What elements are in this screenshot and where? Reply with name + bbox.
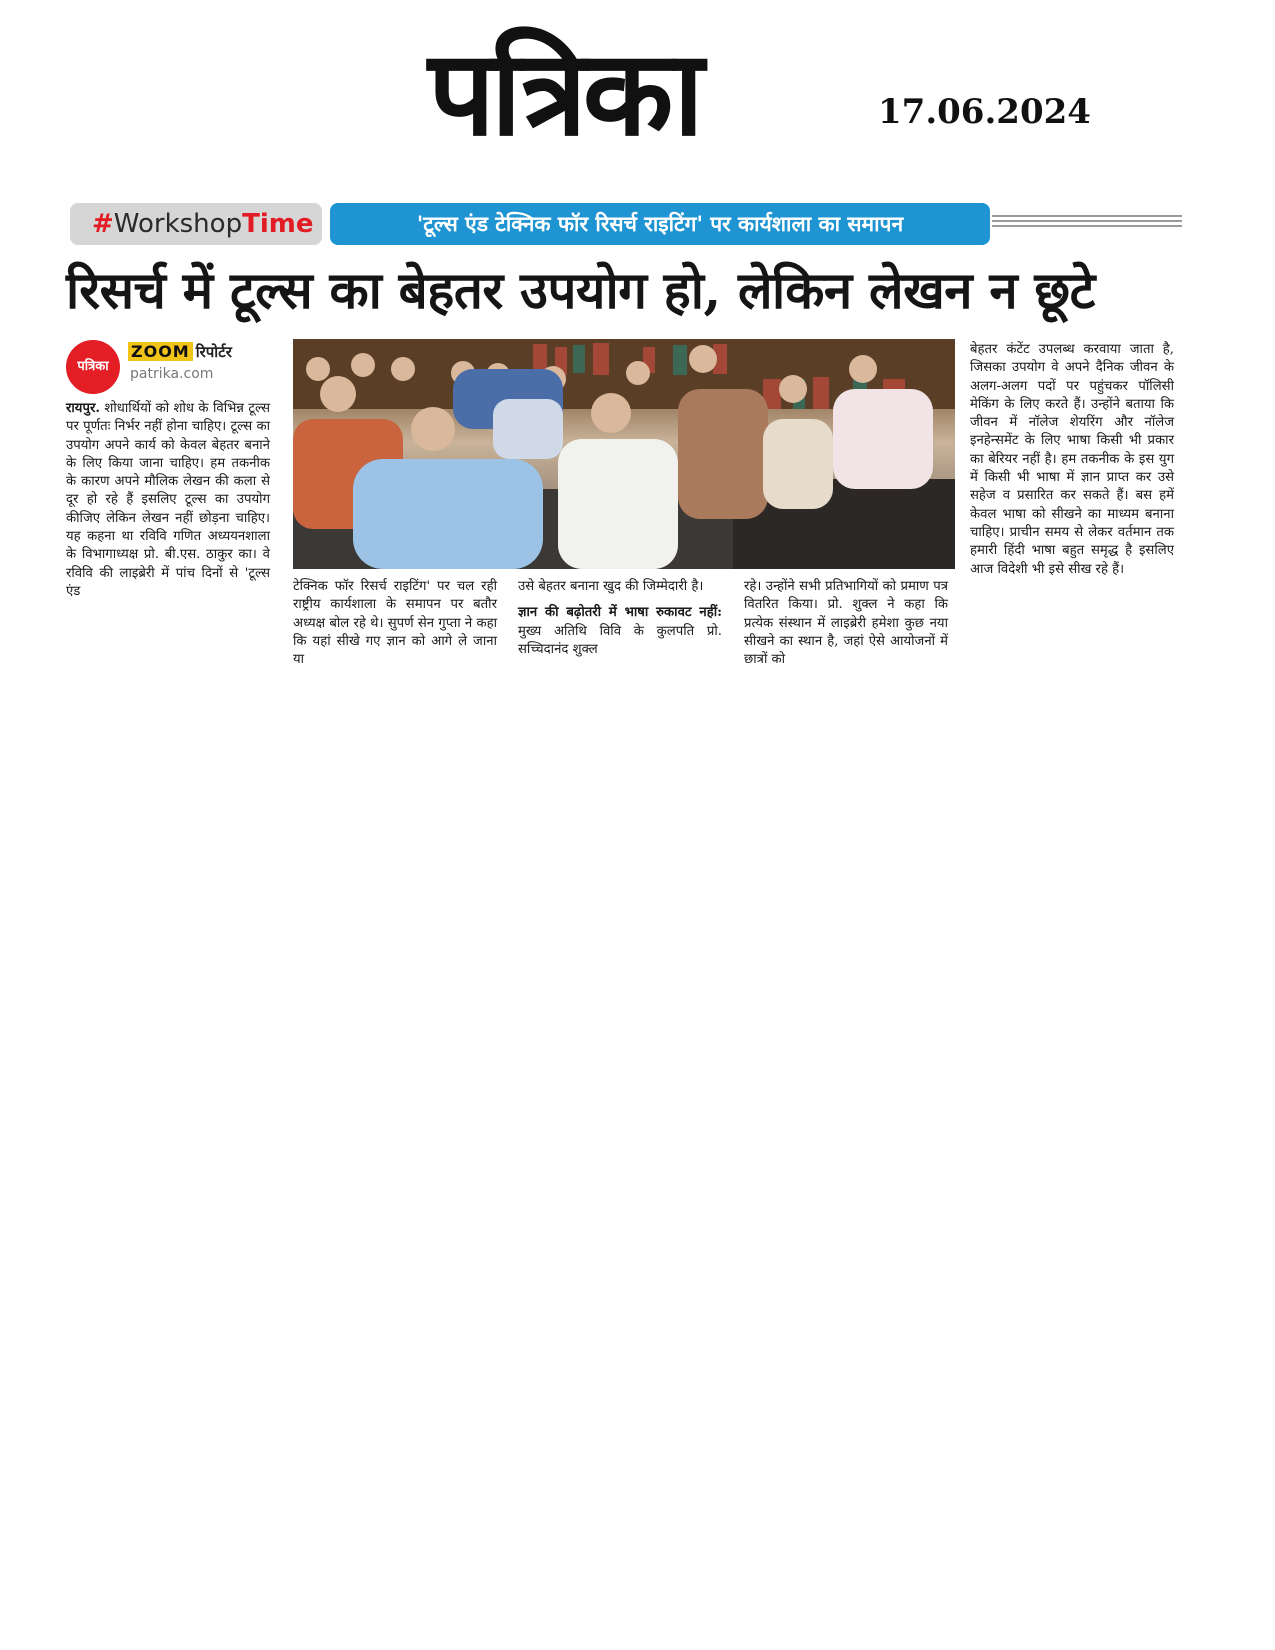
newspaper-masthead: पत्रिका: [428, 23, 700, 162]
article-text-4: रहे। उन्होंने सभी प्रतिभागियों को प्रमाण पत्र वितरित किया। प्रो. शुक्ल ने कहा कि प्रत्येक संस्थान में लाइब्रेरी हमेशा कुछ नया सीखने का स्थान है, जहां ऐसे आयोजनों में छात्रों को: [744, 579, 948, 668]
tag-time: Time: [242, 209, 314, 239]
dateline: रायपुर.: [66, 401, 100, 416]
kicker-banner: 'टूल्स एंड टेक्निक फॉर रिसर्च राइटिंग' पर कार्यशाला का समापन: [330, 203, 990, 245]
article-column-5: [970, 341, 1174, 579]
article-text-3b: मुख्य अतिथि विवि के कुलपति प्रो. सच्चिदानंद शुक्ल: [518, 623, 722, 657]
article-headline: रिसर्च में टूल्स का बेहतर उपयोग हो, लेकिन लेखन न छूटे: [66, 261, 1095, 321]
article-text-3: उसे बेहतर बनाना खुद की जिम्मेदारी है।: [518, 579, 704, 594]
article-column-1: [66, 400, 270, 601]
article-column-3: [518, 578, 722, 659]
tag-workshop: Workshop: [113, 209, 243, 239]
section-tag: [70, 203, 322, 245]
byline: [66, 340, 276, 388]
article-subhead: ज्ञान की बढ़ोतरी में भाषा रुकावट नहीं:: [518, 605, 722, 621]
event-photo: [293, 339, 955, 569]
patrika-logo: पत्रिका: [66, 340, 120, 394]
tag-hash: #: [92, 209, 114, 239]
site-url: patrika.com: [130, 366, 214, 382]
article-text-1: शोधार्थियों को शोध के विभिन्न टूल्स पर पूर्णतः निर्भर नहीं होना चाहिए। टूल्स का उपयोग अपने कार्य को केवल बेहतर बनाने के लिए किया जाना चाहिए। हम तकनीक के कारण अपने मौलिक लेखन की कला से दूर हो रहे हैं इसलिए टूल्स का उपयोग कीजिए लेकिन लेखन नहीं छोड़ना चाहिए। यह कहना था रविवि गणित अध्ययनशाला के विभागाध्यक्ष प्रो. बी.एस. ठाकुर का। वे रविवि की लाइब्रेरी में पांच दिनों से 'टूल्स एंड: [66, 401, 270, 599]
article-text-2: टेक्निक फॉर रिसर्च राइटिंग' पर चल रही राष्ट्रीय कार्यशाला के समापन पर बतौर अध्यक्ष बोल रहे थे। सुपर्ण सेन गुप्ता ने कहा कि यहां सीखे गए ज्ञान को आगे ले जाना या: [293, 579, 497, 668]
article-column-4: [744, 578, 948, 669]
zoom-reporter: [128, 342, 232, 362]
decorative-rule: [992, 215, 1182, 233]
article-text-5: बेहतर कंटेंट उपलब्ध करवाया जाता है, जिसका उपयोग वे अपने दैनिक जीवन के अलग-अलग पदों पर पहुंचकर पॉलिसी मेकिंग के लिए करते हैं। उन्होंने बताया कि जीवन में नॉलेज शेयरिंग और नॉलेज इनहेन्समेंट के लिए भाषा किसी भी प्रकार का बेरियर नहीं है। हम तकनीक के इस युग में किसी भी भाषा में ज्ञान प्राप्त कर उसे सहेज व प्रसारित कर सकते हैं। बस हमें केवल भाषा को सीखने का माध्यम बनाना चाहिए। प्राचीन समय से लेकर वर्तमान तक हमारी हिंदी भाषा बहुत समृद्ध है इसलिए आज विदेशी भी इसे सीख रहे हैं।: [970, 342, 1174, 577]
article-column-2: [293, 578, 497, 669]
zoom-logo: ZOOM: [128, 342, 193, 361]
issue-date: 17.06.2024: [878, 92, 1091, 132]
reporter-label: रिपोर्टर: [195, 343, 232, 361]
